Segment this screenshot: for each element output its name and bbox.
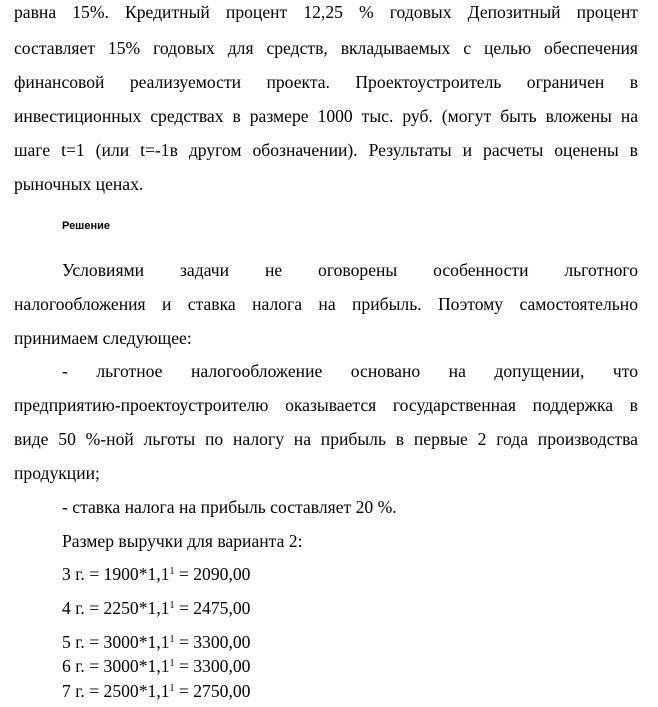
- bullet-line: продукции;: [14, 463, 100, 483]
- revenue-row-label: 4 г. = 2250*1,1: [62, 598, 170, 618]
- revenue-row-result: = 2750,00: [174, 681, 251, 701]
- revenue-row-label: 5 г. = 3000*1,1: [62, 632, 170, 652]
- revenue-row: [62, 656, 250, 676]
- revenue-row-exponent: 1: [169, 600, 175, 611]
- paragraph-line: финансовой реализуемости проекта. Проектоустроитель ограничен в: [14, 72, 638, 92]
- revenue-row: [62, 632, 250, 652]
- revenue-row-label: 7 г. = 2500*1,1: [62, 681, 170, 701]
- revenue-row-exponent: 1: [169, 683, 175, 694]
- bullet-line: - льготное налогообложение основано на допущении, что: [62, 361, 638, 381]
- revenue-row-exponent: 1: [169, 566, 175, 577]
- revenue-row-exponent: 1: [169, 658, 175, 669]
- paragraph-line: налогообложения и ставка налога на прибыль. Поэтому самостоятельно: [14, 294, 638, 314]
- paragraph-line: рыночных ценах.: [14, 174, 144, 194]
- paragraph-line: Условиями задачи не оговорены особенности льготного: [62, 260, 638, 280]
- bullet-line: виде 50 %-ной льготы по налогу на прибыль в первые 2 года производства: [14, 429, 638, 449]
- section-heading: Решение: [62, 220, 110, 232]
- revenue-row-exponent: 1: [169, 634, 175, 645]
- paragraph-line: равна 15%. Кредитный процент 12,25 % годовых Депозитный процент: [14, 2, 638, 22]
- revenue-row-label: 6 г. = 3000*1,1: [62, 656, 170, 676]
- revenue-row: [62, 598, 250, 618]
- paragraph-line: шаге t=1 (или t=-1в другом обозначении). Результаты и расчеты оценены в: [14, 140, 638, 160]
- revenue-title: Размер выручки для варианта 2:: [62, 531, 303, 551]
- paragraph-line: инвестиционных средствах в размере 1000 тыс. руб. (могут быть вложены на: [14, 106, 638, 126]
- revenue-row: [62, 564, 250, 584]
- paragraph-line: принимаем следующее:: [14, 328, 192, 348]
- bullet-line: предприятию-проектоустроителю оказывается государственная поддержка в: [14, 395, 638, 415]
- revenue-row-label: 3 г. = 1900*1,1: [62, 564, 170, 584]
- paragraph-line: составляет 15% годовых для средств, вкладываемых с целью обеспечения: [14, 38, 638, 58]
- revenue-row-result: = 3300,00: [174, 656, 251, 676]
- revenue-row-result: = 2475,00: [174, 598, 251, 618]
- bullet-line: - ставка налога на прибыль составляет 20 %.: [62, 497, 397, 517]
- revenue-row-result: = 3300,00: [174, 632, 251, 652]
- revenue-row: [62, 681, 250, 701]
- revenue-row-result: = 2090,00: [174, 564, 251, 584]
